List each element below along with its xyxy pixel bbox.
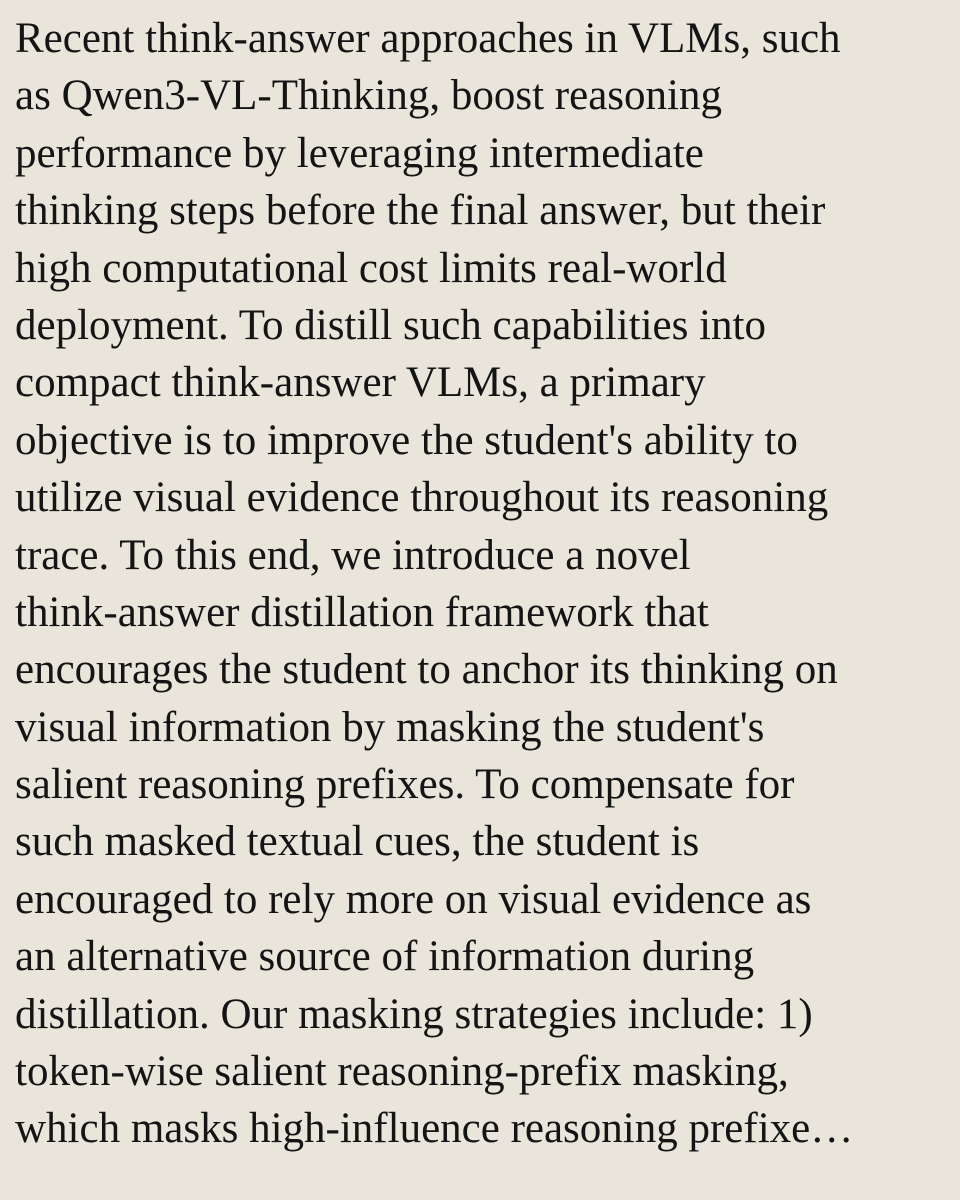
text-line: salient reasoning prefixes. To compensate for — [15, 761, 795, 809]
text-line: utilize visual evidence throughout its reasoning — [15, 474, 829, 522]
text-line: high computational cost limits real-world — [15, 244, 727, 292]
text-line: deployment. To distill such capabilities into — [15, 301, 766, 349]
text-line: trace. To this end, we introduce a novel — [15, 531, 691, 579]
text-line: token-wise salient reasoning-prefix masking, — [15, 1048, 789, 1096]
text-line: which masks high-influence reasoning prefixe… — [15, 1105, 854, 1153]
text-line: an alternative source of information during — [15, 933, 755, 981]
text-line: distillation. Our masking strategies include: 1) — [15, 990, 813, 1038]
text-line: performance by leveraging intermediate — [15, 129, 704, 177]
text-line: encouraged to rely more on visual evidence as — [15, 875, 812, 923]
text-line: Recent think-answer approaches in VLMs, such — [15, 15, 841, 62]
text-line: thinking steps before the final answer, but their — [15, 187, 826, 235]
text-line: such masked textual cues, the student is — [15, 818, 700, 866]
abstract-paragraph — [15, 10, 955, 1158]
text-line: objective is to improve the student's ability to — [15, 416, 798, 464]
text-line: visual information by masking the student's — [15, 703, 765, 751]
text-line: compact think-answer VLMs, a primary — [15, 359, 706, 407]
text-line: as Qwen3-VL-Thinking, boost reasoning — [15, 72, 722, 120]
text-line: encourages the student to anchor its thinking on — [15, 646, 838, 694]
text-line: think-answer distillation framework that — [15, 588, 709, 636]
